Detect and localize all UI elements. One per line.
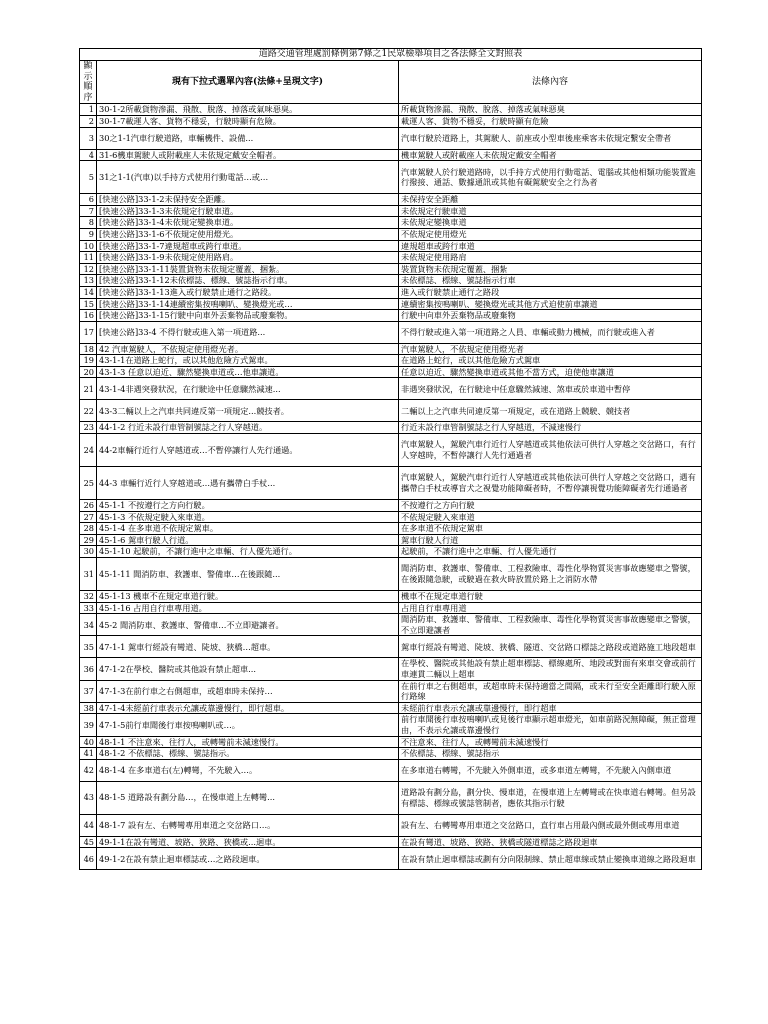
table-row bbox=[80, 636, 702, 658]
row-dropdown-content: 45-1-4 在多車道不依規定駕車。 bbox=[97, 523, 399, 535]
row-law-content: 機車不在規定車道行駛 bbox=[399, 591, 702, 603]
row-law-content: 未依規定行駛車道 bbox=[399, 205, 702, 217]
table-row bbox=[80, 127, 702, 149]
table-row bbox=[80, 310, 702, 322]
row-law-content: 在多車道不依規定駕車 bbox=[399, 523, 702, 535]
table-title: 道路交通管理處罰條例第7條之1民眾檢舉項目之各法條全文對照表 bbox=[80, 49, 702, 61]
row-dropdown-content: 42 汽車駕駛人，不依規定使用燈光者。 bbox=[97, 343, 399, 355]
row-dropdown-content: 47-1-4未經前行車表示允讓或靠邊慢行，即行超車。 bbox=[97, 702, 399, 714]
table-row bbox=[80, 240, 702, 252]
row-law-content: 未經前行車表示允讓或靠邊慢行，即行超車 bbox=[399, 702, 702, 714]
row-order: 45 bbox=[80, 836, 97, 848]
table-row bbox=[80, 205, 702, 217]
table-row bbox=[80, 217, 702, 229]
row-dropdown-content: 45-1-13 機車不在規定車道行駛。 bbox=[97, 591, 399, 603]
row-order: 29 bbox=[80, 534, 97, 546]
row-dropdown-content: [快速公路]33-1-13進入或行駛禁止通行之路段。 bbox=[97, 286, 399, 298]
row-law-content: 不注意來、往行人，或轉彎前未減速慢行 bbox=[399, 736, 702, 748]
row-order: 28 bbox=[80, 523, 97, 535]
row-dropdown-content: 45-1-1 不按遵行之方向行駛。 bbox=[97, 500, 399, 512]
row-dropdown-content: 47-1-2在學校、醫院或其他設有禁止超車... bbox=[97, 658, 399, 680]
row-law-content: 設有左、右轉彎專用車道之交岔路口，直行車占用最內側或最外側或專用車道 bbox=[399, 814, 702, 836]
row-dropdown-content: 30-1-2所載貨物滲漏、飛散、脫落、掉落或氣味惡臭。 bbox=[97, 104, 399, 116]
row-dropdown-content: 47-1-3在前行車之右側超車，或超車時未保持… bbox=[97, 680, 399, 702]
row-order: 31 bbox=[80, 558, 97, 591]
table-row bbox=[80, 511, 702, 523]
table-row bbox=[80, 298, 702, 310]
row-dropdown-content: 45-1-11 聞消防車、救護車、警備車…在後跟隨... bbox=[97, 558, 399, 591]
row-order: 34 bbox=[80, 614, 97, 636]
table-row bbox=[80, 194, 702, 206]
row-law-content: 汽車駕駛人，駕駛汽車行近行人穿越道或其他依法可供行人穿越之交岔路口，有行人穿越時，不暫停讓行人先行通過者 bbox=[399, 434, 702, 467]
row-order: 7 bbox=[80, 205, 97, 217]
row-dropdown-content: [快速公路]33-1-15行駛中向車外丟棄物品或廢棄物。 bbox=[97, 310, 399, 322]
header-order: 顯示順序 bbox=[80, 61, 97, 104]
row-order: 46 bbox=[80, 848, 97, 870]
table-row bbox=[80, 848, 702, 870]
row-order: 10 bbox=[80, 240, 97, 252]
row-order: 36 bbox=[80, 658, 97, 680]
table-row bbox=[80, 286, 702, 298]
row-order: 30 bbox=[80, 546, 97, 558]
row-dropdown-content: 31-6機車駕駛人或附載座人未依規定戴安全帽者。 bbox=[97, 149, 399, 161]
row-law-content: 未依規定變換車道 bbox=[399, 217, 702, 229]
row-order: 1 bbox=[80, 104, 97, 116]
row-law-content: 汽車駕駛人，不依規定使用燈光者 bbox=[399, 343, 702, 355]
table-row bbox=[80, 680, 702, 702]
row-law-content: 在設有彎道、坡路、狹路、狹橋或隧道標誌之路段迴車 bbox=[399, 836, 702, 848]
row-dropdown-content: [快速公路]33-1-3未依規定行駛車道。 bbox=[97, 205, 399, 217]
row-law-content: 不依標誌、標線、號誌指示 bbox=[399, 748, 702, 760]
law-comparison-table bbox=[79, 48, 702, 870]
table-row bbox=[80, 836, 702, 848]
row-order: 3 bbox=[80, 127, 97, 149]
row-dropdown-content: 44-2車輛行近行人穿越道或…不暫停讓行人先行通過。 bbox=[97, 434, 399, 467]
row-law-content: 駕車行駛人行道 bbox=[399, 534, 702, 546]
row-dropdown-content: [快速公路]33-1-14連續密集按鳴喇叭、變換燈光或… bbox=[97, 298, 399, 310]
header-row bbox=[80, 61, 702, 104]
row-law-content: 未保持安全距離 bbox=[399, 194, 702, 206]
row-dropdown-content: 45-1-16 占用自行車專用道。 bbox=[97, 602, 399, 614]
row-order: 21 bbox=[80, 378, 97, 400]
row-order: 5 bbox=[80, 161, 97, 194]
row-dropdown-content: 30-1-7載運人客、貨物不穩妥，行駛時顯有危險。 bbox=[97, 115, 399, 127]
table-row bbox=[80, 558, 702, 591]
row-order: 26 bbox=[80, 500, 97, 512]
row-dropdown-content: 48-1-5 道路設有劃分島…，在慢車道上左轉彎... bbox=[97, 781, 399, 814]
row-law-content: 載運人客、貨物不穩妥，行駛時顯有危險 bbox=[399, 115, 702, 127]
table-row bbox=[80, 702, 702, 714]
row-order: 37 bbox=[80, 680, 97, 702]
table-row bbox=[80, 252, 702, 264]
row-law-content: 不得行駛或進入第一項道路之人員、車輛或動力機械，而行駛或進入者 bbox=[399, 321, 702, 343]
row-order: 16 bbox=[80, 310, 97, 322]
row-dropdown-content: 45-1-6 駕車行駛人行道。 bbox=[97, 534, 399, 546]
row-law-content: 行駛中向車外丟棄物品或廢棄物 bbox=[399, 310, 702, 322]
table-row bbox=[80, 378, 702, 400]
header-law-content: 法條內容 bbox=[399, 61, 702, 104]
row-law-content: 汽車行駛於道路上，其駕駛人、前座或小型車後座乘客未依規定繫安全帶者 bbox=[399, 127, 702, 149]
row-law-content: 在設有禁止迴車標誌或劃有分向限制線、禁止超車線或禁止變換車道線之路段迴車 bbox=[399, 848, 702, 870]
row-dropdown-content: 49-1-1在設有彎道、坡路、狹路、狹橋或...迴車。 bbox=[97, 836, 399, 848]
row-law-content: 任意以迫近、驟然變換車道或其他不當方式，迫使他車讓道 bbox=[399, 366, 702, 378]
row-order: 22 bbox=[80, 400, 97, 422]
row-dropdown-content: 47-1-5前行車聞後行車按鳴喇叭或…。 bbox=[97, 714, 399, 736]
row-order: 44 bbox=[80, 814, 97, 836]
row-order: 4 bbox=[80, 149, 97, 161]
row-dropdown-content: [快速公路]33-1-2未保持安全距離。 bbox=[97, 194, 399, 206]
table-row bbox=[80, 467, 702, 500]
table-row bbox=[80, 523, 702, 535]
table-row bbox=[80, 591, 702, 603]
table-title-row bbox=[80, 49, 702, 61]
row-order: 40 bbox=[80, 736, 97, 748]
row-order: 27 bbox=[80, 511, 97, 523]
row-order: 14 bbox=[80, 286, 97, 298]
row-order: 6 bbox=[80, 194, 97, 206]
row-dropdown-content: 48-1-1 不注意來、往行人，或轉彎前未減速慢行。 bbox=[97, 736, 399, 748]
table-row bbox=[80, 546, 702, 558]
row-law-content: 占用自行車專用道 bbox=[399, 602, 702, 614]
row-law-content: 行近未設行車管制號誌之行人穿越道，不減速慢行 bbox=[399, 422, 702, 434]
row-dropdown-content: 44-3 車輛行近行人穿越道或…遇有攜帶白手杖... bbox=[97, 467, 399, 500]
table-row bbox=[80, 115, 702, 127]
row-law-content: 聞消防車、救護車、警備車、工程救險車、毒性化學物質災害事故應變車之警號，在後跟隨急駛，或駛過在救火時放置於路上之消防水帶 bbox=[399, 558, 702, 591]
row-dropdown-content: 31之1-1(汽車)以手持方式使用行動電話…或… bbox=[97, 161, 399, 194]
row-dropdown-content: 48-1-4 在多車道右(左)轉彎，不先駛入…。 bbox=[97, 759, 399, 781]
table-row bbox=[80, 321, 702, 343]
header-dropdown-content: 現有下拉式選單內容(法條+呈現文字) bbox=[97, 61, 399, 104]
row-dropdown-content: 45-1-10 起駛前，不讓行進中之車輛、行人優先通行。 bbox=[97, 546, 399, 558]
row-dropdown-content: [快速公路]33-1-12未依標誌、標線、號誌指示行車。 bbox=[97, 275, 399, 287]
row-law-content: 所載貨物滲漏、飛散、脫落、掉落或氣味惡臭 bbox=[399, 104, 702, 116]
row-dropdown-content: [快速公路]33-1-6不依規定使用燈光。 bbox=[97, 228, 399, 240]
row-law-content: 不按遵行之方向行駛 bbox=[399, 500, 702, 512]
row-law-content: 二輛以上之汽車共同違反第一項規定，或在道路上競駛、競技者 bbox=[399, 400, 702, 422]
row-dropdown-content: 43-1-4非遇突發狀況，在行駛途中任意驟然減速... bbox=[97, 378, 399, 400]
table-row bbox=[80, 748, 702, 760]
table-row bbox=[80, 658, 702, 680]
row-order: 38 bbox=[80, 702, 97, 714]
row-dropdown-content: 49-1-2在設有禁止迴車標誌或…之路段迴車。 bbox=[97, 848, 399, 870]
row-order: 9 bbox=[80, 228, 97, 240]
table-row bbox=[80, 355, 702, 367]
row-order: 2 bbox=[80, 115, 97, 127]
row-dropdown-content: [快速公路]33-4 不得行駛或進入第一項道路... bbox=[97, 321, 399, 343]
row-law-content: 未依規定使用路肩 bbox=[399, 252, 702, 264]
row-law-content: 在學校、醫院或其他設有禁止超車標誌、標線處所、地段或對面有來車交會或前行車連貫二輛以上超車 bbox=[399, 658, 702, 680]
table-row bbox=[80, 534, 702, 546]
table-row bbox=[80, 422, 702, 434]
row-dropdown-content: [快速公路]33-1-9未依規定使用路肩。 bbox=[97, 252, 399, 264]
row-law-content: 機車駕駛人或附載座人未依規定戴安全帽者 bbox=[399, 149, 702, 161]
row-order: 24 bbox=[80, 434, 97, 467]
row-order: 12 bbox=[80, 263, 97, 275]
row-law-content: 道路設有劃分島，劃分快、慢車道，在慢車道上左轉彎或在快車道右轉彎。但另設有標誌、標線或號誌管制者，應依其指示行駛 bbox=[399, 781, 702, 814]
row-order: 41 bbox=[80, 748, 97, 760]
table-row bbox=[80, 263, 702, 275]
row-order: 8 bbox=[80, 217, 97, 229]
row-order: 13 bbox=[80, 275, 97, 287]
table-row bbox=[80, 343, 702, 355]
row-order: 43 bbox=[80, 781, 97, 814]
row-order: 33 bbox=[80, 602, 97, 614]
row-dropdown-content: 43-3二輛以上之汽車共同違反第一項規定...競技者。 bbox=[97, 400, 399, 422]
row-law-content: 未依標誌、標線、號誌指示行車 bbox=[399, 275, 702, 287]
row-order: 42 bbox=[80, 759, 97, 781]
table-row bbox=[80, 161, 702, 194]
row-dropdown-content: 43-1-3 任意以迫近、驟然變換車道或…他車讓道。 bbox=[97, 366, 399, 378]
row-order: 18 bbox=[80, 343, 97, 355]
row-dropdown-content: [快速公路]33-1-11裝置貨物未依規定覆蓋、捆紮。 bbox=[97, 263, 399, 275]
row-order: 25 bbox=[80, 467, 97, 500]
row-order: 32 bbox=[80, 591, 97, 603]
row-law-content: 進入或行駛禁止通行之路段 bbox=[399, 286, 702, 298]
row-order: 39 bbox=[80, 714, 97, 736]
row-law-content: 在道路上蛇行，或以其他危險方式駕車 bbox=[399, 355, 702, 367]
row-dropdown-content: 43-1-1在道路上蛇行，或以其他危險方式駕車。 bbox=[97, 355, 399, 367]
table-row bbox=[80, 400, 702, 422]
row-order: 20 bbox=[80, 366, 97, 378]
row-dropdown-content: [快速公路]33-1-7違規超車或跨行車道。 bbox=[97, 240, 399, 252]
row-law-content: 駕車行經設有彎道、陡坡、狹橋、隧道、交岔路口標誌之路段或道路施工地段超車 bbox=[399, 636, 702, 658]
row-law-content: 不依規定駛入來車道 bbox=[399, 511, 702, 523]
table-row bbox=[80, 736, 702, 748]
document-page bbox=[79, 48, 701, 870]
row-dropdown-content: 48-1-7 設有左、右轉彎專用車道之交岔路口…。 bbox=[97, 814, 399, 836]
row-law-content: 汽車駕駛人，駕駛汽車行近行人穿越道或其他依法可供行人穿越之交岔路口，遇有攜帶白手杖或導盲犬之視覺功能障礙者時，不暫停讓視覺功能障礙者先行通過者 bbox=[399, 467, 702, 500]
row-law-content: 聞消防車、救護車、警備車、工程救險車、毒性化學物質災害事故應變車之警號，不立即避讓者 bbox=[399, 614, 702, 636]
row-order: 19 bbox=[80, 355, 97, 367]
table-row bbox=[80, 434, 702, 467]
row-law-content: 裝置貨物未依規定覆蓋、捆紮 bbox=[399, 263, 702, 275]
row-law-content: 汽車駕駛人於行駛道路時，以手持方式使用行動電話、電腦或其他相類功能裝置進行撥接、通話、數據通訊或其他有礙駕駛安全之行為者 bbox=[399, 161, 702, 194]
row-dropdown-content: 48-1-2 不依標誌、標線、號誌指示。 bbox=[97, 748, 399, 760]
row-dropdown-content: 47-1-1 駕車行經設有彎道、陡坡、狹橋…超車。 bbox=[97, 636, 399, 658]
table-row bbox=[80, 759, 702, 781]
row-order: 11 bbox=[80, 252, 97, 264]
table-row bbox=[80, 149, 702, 161]
row-order: 35 bbox=[80, 636, 97, 658]
row-dropdown-content: 45-2 聞消防車、救護車、警備車…不立即避讓者。 bbox=[97, 614, 399, 636]
row-order: 15 bbox=[80, 298, 97, 310]
table-row bbox=[80, 500, 702, 512]
row-dropdown-content: [快速公路]33-1-4未依規定變換車道。 bbox=[97, 217, 399, 229]
row-law-content: 在多車道右轉彎，不先駛入外側車道，或多車道左轉彎，不先駛入內側車道 bbox=[399, 759, 702, 781]
row-dropdown-content: 30之1-1汽車行駛道路，車輛機件、設備... bbox=[97, 127, 399, 149]
table-row bbox=[80, 366, 702, 378]
row-order: 17 bbox=[80, 321, 97, 343]
row-law-content: 起駛前，不讓行進中之車輛、行人優先通行 bbox=[399, 546, 702, 558]
table-row bbox=[80, 714, 702, 736]
row-law-content: 連續密集按鳴喇叭、變換燈光或其他方式迫使前車讓道 bbox=[399, 298, 702, 310]
row-law-content: 在前行車之右側超車，或超車時未保持適當之間隔，或未行至安全距離即行駛入原行路線 bbox=[399, 680, 702, 702]
row-law-content: 前行車聞後行車按鳴喇叭或見後行車顯示超車燈光，如車前路況無障礙，無正當理由，不表示允讓或靠邊慢行 bbox=[399, 714, 702, 736]
row-law-content: 違規超車或跨行車道 bbox=[399, 240, 702, 252]
table-row bbox=[80, 781, 702, 814]
table-row bbox=[80, 228, 702, 240]
table-row bbox=[80, 104, 702, 116]
table-row bbox=[80, 602, 702, 614]
table-row bbox=[80, 614, 702, 636]
table-row bbox=[80, 814, 702, 836]
row-law-content: 不依規定使用燈光 bbox=[399, 228, 702, 240]
row-dropdown-content: 44-1-2 行近未設行車管制號誌之行人穿越道。 bbox=[97, 422, 399, 434]
row-dropdown-content: 45-1-3 不依規定駛入來車道。 bbox=[97, 511, 399, 523]
row-law-content: 非遇突發狀況，在行駛途中任意驟然減速、煞車或於車道中暫停 bbox=[399, 378, 702, 400]
row-order: 23 bbox=[80, 422, 97, 434]
table-row bbox=[80, 275, 702, 287]
